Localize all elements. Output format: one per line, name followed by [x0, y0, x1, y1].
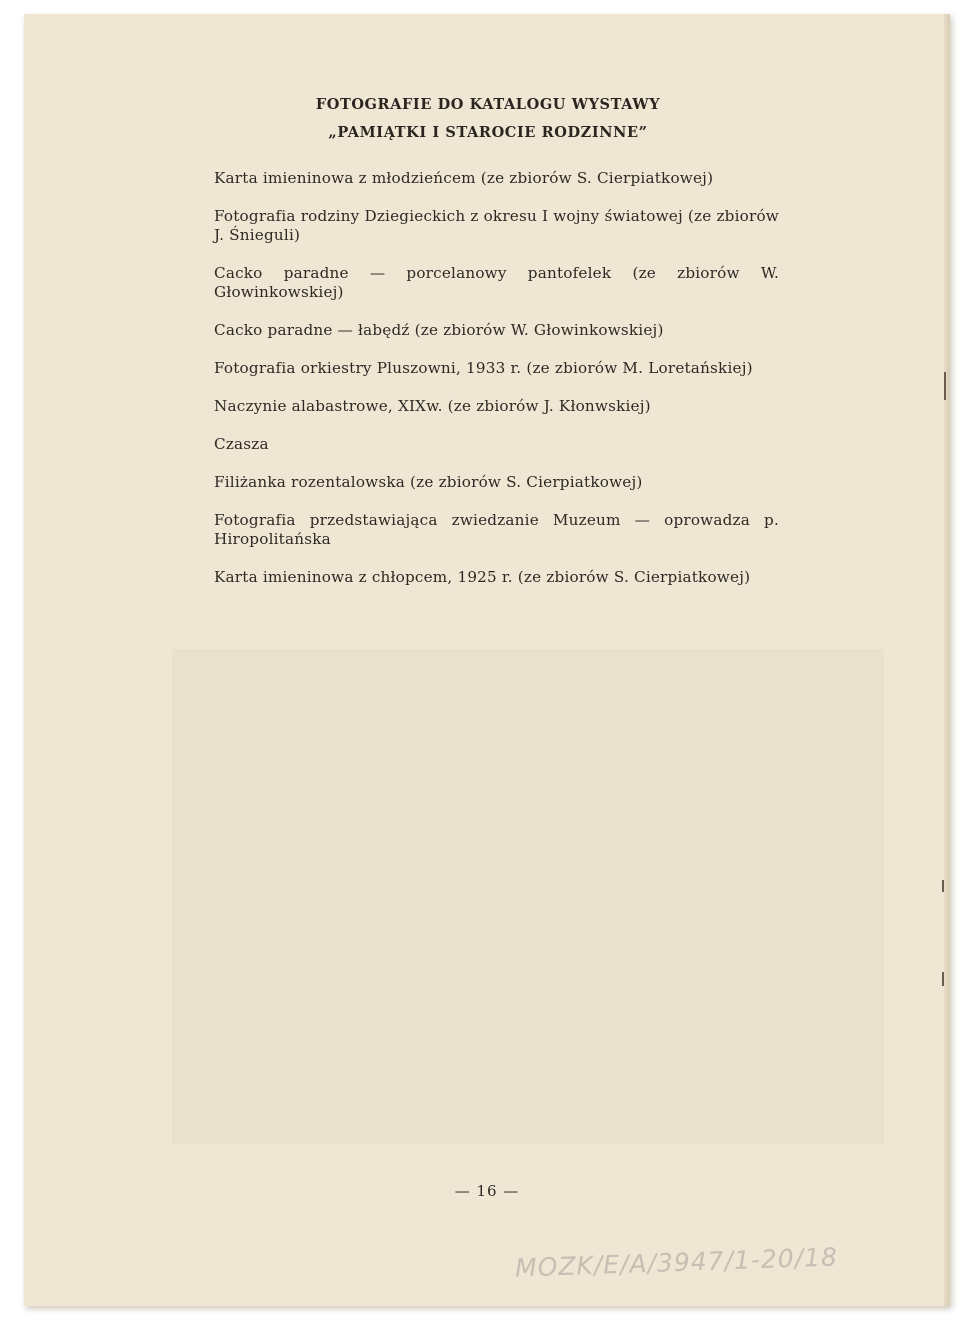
- page-number: — 16 —: [454, 1182, 520, 1200]
- margin-mark: [942, 972, 944, 986]
- entry-list: [214, 169, 779, 606]
- sheet-edge: [944, 14, 950, 1306]
- archive-signature: MOZK/E/A/3947/1-20/18: [514, 1242, 839, 1283]
- list-item: Karta imieninowa z chłopcem, 1925 r. (ze zbiorów S. Cierpiatkowej): [214, 568, 751, 586]
- list-item: Fotografia rodziny Dziegieckich z okresu I wojny światowej (ze zbiorów J. Śnieguli): [214, 207, 779, 244]
- paper-sheet: [24, 14, 950, 1306]
- list-item: Cacko paradne — porcelanowy pantofelek (ze zbiorów W. Głowinkowskiej): [214, 264, 779, 301]
- list-item: Fotografia orkiestry Pluszowni, 1933 r. (ze zbiorów M. Loretańskiej): [214, 359, 753, 377]
- margin-mark: [944, 372, 946, 400]
- list-item: Karta imieninowa z młodzieńcem (ze zbiorów S. Cierpiatkowej): [214, 169, 714, 187]
- heading-line-1: FOTOGRAFIE DO KATALOGU WYSTAWY: [315, 96, 661, 113]
- paper-shade: [172, 649, 884, 1144]
- list-item: Czasza: [214, 435, 269, 453]
- list-item: Naczynie alabastrowe, XIXw. (ze zbiorów J. Kłonwskiej): [214, 397, 651, 415]
- list-item: Filiżanka rozentalowska (ze zbiorów S. Cierpiatkowej): [214, 473, 643, 491]
- list-item: Cacko paradne — łabędź (ze zbiorów W. Głowinkowskiej): [214, 321, 664, 339]
- heading-line-2: „PAMIĄTKI I STAROCIE RODZINNE”: [328, 124, 648, 141]
- list-item: Fotografia przedstawiająca zwiedzanie Muzeum — oprowadza p. Hiropolitańska: [214, 511, 779, 548]
- margin-mark: [942, 880, 944, 892]
